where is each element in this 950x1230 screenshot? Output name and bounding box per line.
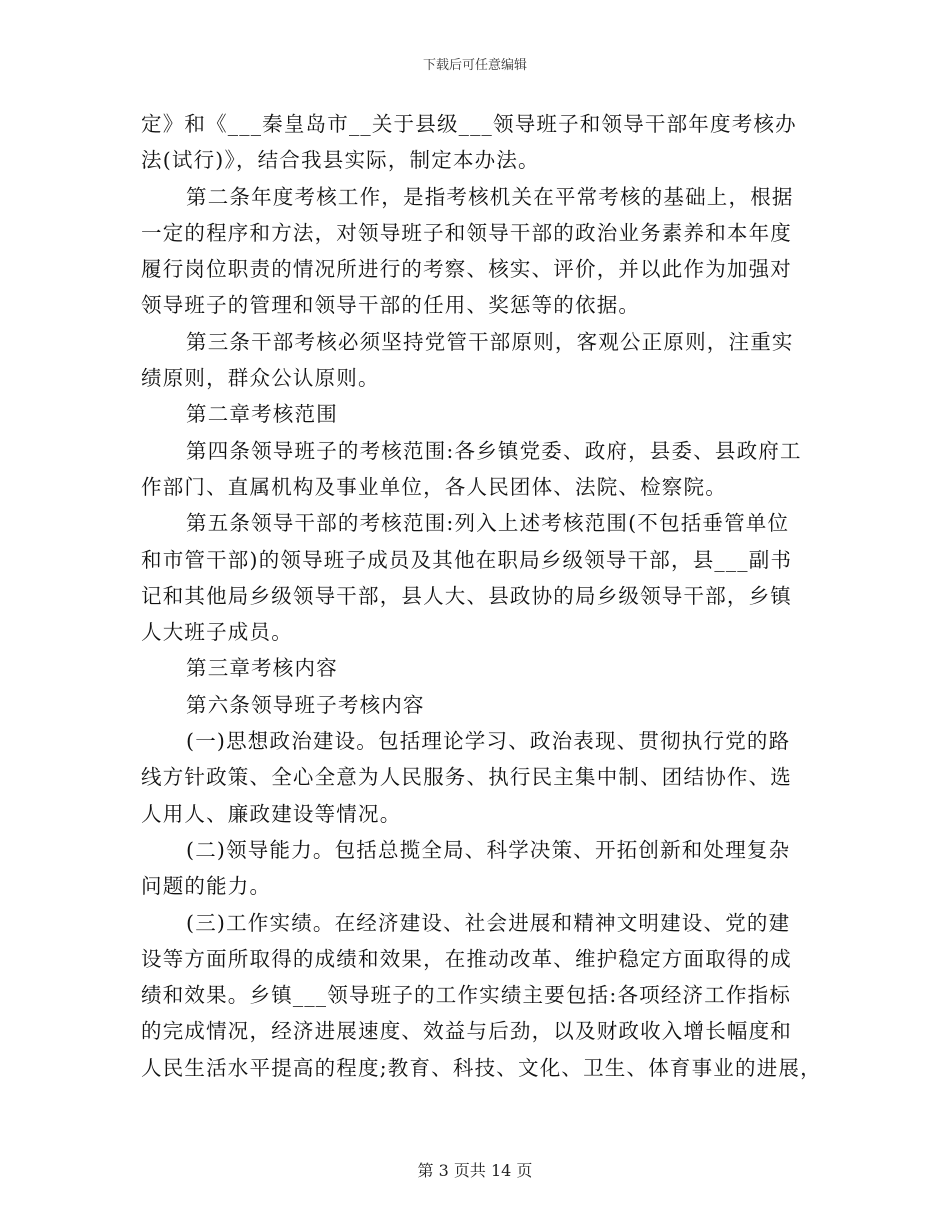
text-line: 人用人、廉政建设等情况。 [141, 801, 402, 826]
text-line: 履行岗位职责的情况所进行的考察、核实、评价，并以此作为加强对 [141, 257, 792, 282]
text-line: 作部门、直属机构及事业单位，各人民团体、法院、检察院。 [141, 474, 727, 499]
text-line: 线方针政策、全心全意为人民服务、执行民主集中制、团结协作、选 [141, 765, 792, 790]
text-line: 领导班子的管理和领导干部的任用、奖惩等的依据。 [141, 293, 641, 318]
paragraph-start: 第二条年度考核工作，是指考核机关在平常考核的基础上，根据 [186, 184, 794, 209]
text-line: 和市管干部)的领导班子成员及其他在职局乡级领导干部，县___副书 [141, 547, 793, 572]
page-header: 下载后可任意编辑 [422, 58, 527, 73]
text-line: 一定的程序和方法，对领导班子和领导干部的政治业务素养和本年度 [141, 220, 792, 245]
text-line: 记和其他局乡级领导干部，县人大、县政协的局乡级领导干部，乡镇 [141, 583, 792, 608]
text-line: 绩和效果。乡镇___领导班子的工作实绩主要包括:各项经济工作指标 [141, 983, 792, 1008]
paragraph-start: 第四条领导班子的考核范围:各乡镇党委、政府，县委、县政府工 [186, 438, 802, 463]
paragraph-start: (一)思想政治建设。包括理论学习、政治表现、贯彻执行党的路 [186, 729, 791, 754]
text-line: 的完成情况，经济进展速度、效益与后劲，以及财政收入增长幅度和 [141, 1019, 792, 1044]
chapter-heading: 第二章考核范围 [186, 402, 338, 427]
paragraph-start: 第三条干部考核必须坚持党管干部原则，客观公正原则，注重实 [186, 329, 794, 354]
text-line: 人民生活水平提高的程度;教育、科技、文化、卫生、体育事业的进展， [141, 1055, 822, 1080]
paragraph-start: (三)工作实绩。在经济建设、社会进展和精神文明建设、党的建 [186, 910, 791, 935]
document-body [141, 106, 826, 1086]
text-line: 法(试行)》，结合我县实际，制定本办法。 [141, 148, 540, 173]
paragraph-start: (二)领导能力。包括总揽全局、科学决策、开拓创新和处理复杂 [186, 837, 791, 862]
page-footer: 第 3 页共 14 页 [417, 1161, 533, 1180]
text-line: 设等方面所取得的成绩和效果，在推动改革、维护稳定方面取得的成 [141, 946, 792, 971]
text-line: 绩原则，群众公认原则。 [141, 366, 380, 391]
paragraph-start: 第五条领导干部的考核范围:列入上述考核范围(不包括垂管单位 [186, 511, 790, 536]
text-line: 问题的能力。 [141, 874, 272, 899]
text-line: 定》和《___秦皇岛市__关于县级___领导班子和领导干部年度考核办 [141, 112, 797, 136]
text-line: 人大班子成员。 [141, 620, 293, 645]
article-heading: 第六条领导班子考核内容 [186, 692, 425, 717]
chapter-heading: 第三章考核内容 [186, 656, 338, 681]
